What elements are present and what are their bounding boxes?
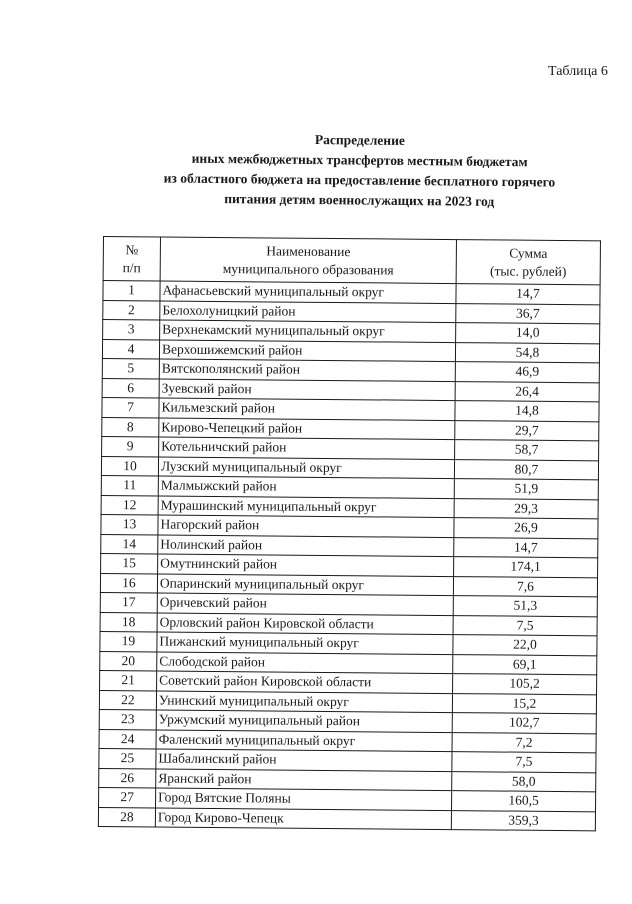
municipality-name: Котельничский район <box>159 437 455 459</box>
row-number: 20 <box>100 651 157 671</box>
row-number: 22 <box>99 690 156 710</box>
row-number: 13 <box>101 514 158 534</box>
row-number: 14 <box>101 534 158 554</box>
amount-value: 160,5 <box>452 791 596 812</box>
municipality-name: Кирово-Чепецкий район <box>159 417 455 439</box>
amount-value: 29,7 <box>455 420 599 441</box>
amount-value: 58,7 <box>455 440 599 461</box>
row-number: 15 <box>101 553 158 573</box>
municipality-name: Яранский район <box>156 768 452 790</box>
municipality-name: Город Вятские Поляны <box>156 788 452 810</box>
header-municipality <box>160 237 456 284</box>
header-municipality-line1: Наименование <box>266 242 351 259</box>
amount-value: 80,7 <box>454 459 598 480</box>
row-number: 2 <box>103 300 160 320</box>
title-line: питания детям военнослужащих на 2023 год <box>224 191 495 209</box>
amount-value: 174,1 <box>454 557 598 578</box>
document-title <box>119 128 600 213</box>
row-number: 9 <box>102 436 159 456</box>
row-number: 10 <box>101 456 158 476</box>
header-amount-line1: Сумма <box>509 245 548 261</box>
row-number: 6 <box>102 378 159 398</box>
municipality-name: Орловский район Кировской области <box>157 612 453 634</box>
municipality-name: Фаленский муниципальный округ <box>156 729 452 751</box>
header-amount-line2: (тыс. рублей) <box>489 262 567 279</box>
municipality-name: Верхнекамский муниципальный округ <box>160 320 456 342</box>
municipality-name: Малмыжский район <box>158 476 454 498</box>
title-line: Распределение <box>314 132 405 148</box>
municipality-name: Советский район Кировской области <box>157 671 453 693</box>
municipality-name: Белохолуницкий район <box>160 300 456 322</box>
row-number: 8 <box>102 417 159 437</box>
amount-value: 105,2 <box>453 674 597 695</box>
row-number: 3 <box>103 320 160 340</box>
municipality-name: Омутнинский район <box>158 554 454 576</box>
header-municipality-line2: муниципального образования <box>222 260 394 278</box>
amount-value: 46,9 <box>455 362 599 383</box>
header-number-line1: № <box>125 241 139 257</box>
row-number: 19 <box>100 631 157 651</box>
municipality-name: Верхошижемский район <box>159 339 455 361</box>
row-number: 25 <box>99 748 156 768</box>
amount-value: 7,5 <box>453 615 597 636</box>
row-number: 11 <box>101 475 158 495</box>
municipality-name: Уржумский муниципальный район <box>156 710 452 732</box>
row-number: 7 <box>102 397 159 417</box>
municipality-name: Мурашинский муниципальный округ <box>158 495 454 517</box>
municipality-name: Слободской район <box>157 651 453 673</box>
amount-value: 36,7 <box>456 303 600 324</box>
table-row <box>98 807 595 831</box>
amount-value: 14,7 <box>456 284 600 305</box>
row-number: 24 <box>99 729 156 749</box>
distribution-table-wrapper <box>98 236 601 831</box>
municipality-name: Опаринский муниципальный округ <box>157 573 453 595</box>
amount-value: 54,8 <box>455 342 599 363</box>
amount-value: 51,3 <box>453 596 597 617</box>
municipality-name: Город Кирово-Чепецк <box>155 807 451 829</box>
amount-value: 51,9 <box>454 479 598 500</box>
municipality-name: Шабалинский район <box>156 749 452 771</box>
amount-value: 7,5 <box>452 752 596 773</box>
row-number: 4 <box>102 339 159 359</box>
row-number: 21 <box>100 670 157 690</box>
amount-value: 26,9 <box>454 518 598 539</box>
amount-value: 14,0 <box>456 323 600 344</box>
row-number: 28 <box>98 807 155 827</box>
table-number-label: Таблица 6 <box>548 64 608 79</box>
header-number-line2: п/п <box>122 259 141 275</box>
amount-value: 14,7 <box>454 537 598 558</box>
row-number: 27 <box>99 787 156 807</box>
municipality-name: Унинский муниципальный округ <box>156 690 452 712</box>
distribution-table <box>98 236 601 831</box>
header-amount <box>456 240 600 285</box>
amount-value: 7,2 <box>452 732 596 753</box>
title-line: из областного бюджета на предоставление бесплатного горячего <box>163 170 556 190</box>
municipality-name: Оричевский район <box>157 593 453 615</box>
row-number: 17 <box>100 592 157 612</box>
amount-value: 58,0 <box>452 771 596 792</box>
municipality-name: Зуевский район <box>159 378 455 400</box>
row-number: 18 <box>100 612 157 632</box>
row-number: 16 <box>100 573 157 593</box>
amount-value: 26,4 <box>455 381 599 402</box>
municipality-name: Кильмезский район <box>159 398 455 420</box>
table-body <box>98 281 600 831</box>
row-number: 12 <box>101 495 158 515</box>
amount-value: 15,2 <box>452 693 596 714</box>
amount-value: 29,3 <box>454 498 598 519</box>
amount-value: 69,1 <box>453 654 597 675</box>
amount-value: 14,8 <box>455 401 599 422</box>
header-number <box>103 237 160 281</box>
municipality-name: Афанасьевский муниципальный округ <box>160 281 456 303</box>
row-number: 5 <box>102 358 159 378</box>
municipality-name: Лузский муниципальный округ <box>158 456 454 478</box>
municipality-name: Нолинский район <box>158 534 454 556</box>
table-header-row <box>103 237 600 285</box>
title-line: иных межбюджетных трансфертов местным бюджетам <box>191 150 528 170</box>
municipality-name: Пижанский муниципальный округ <box>157 632 453 654</box>
amount-value: 102,7 <box>452 713 596 734</box>
row-number: 1 <box>103 281 160 301</box>
row-number: 23 <box>99 709 156 729</box>
row-number: 26 <box>99 768 156 788</box>
municipality-name: Нагорский район <box>158 515 454 537</box>
amount-value: 7,6 <box>453 576 597 597</box>
amount-value: 22,0 <box>453 635 597 656</box>
municipality-name: Вятскополянский район <box>159 359 455 381</box>
amount-value: 359,3 <box>451 810 595 831</box>
